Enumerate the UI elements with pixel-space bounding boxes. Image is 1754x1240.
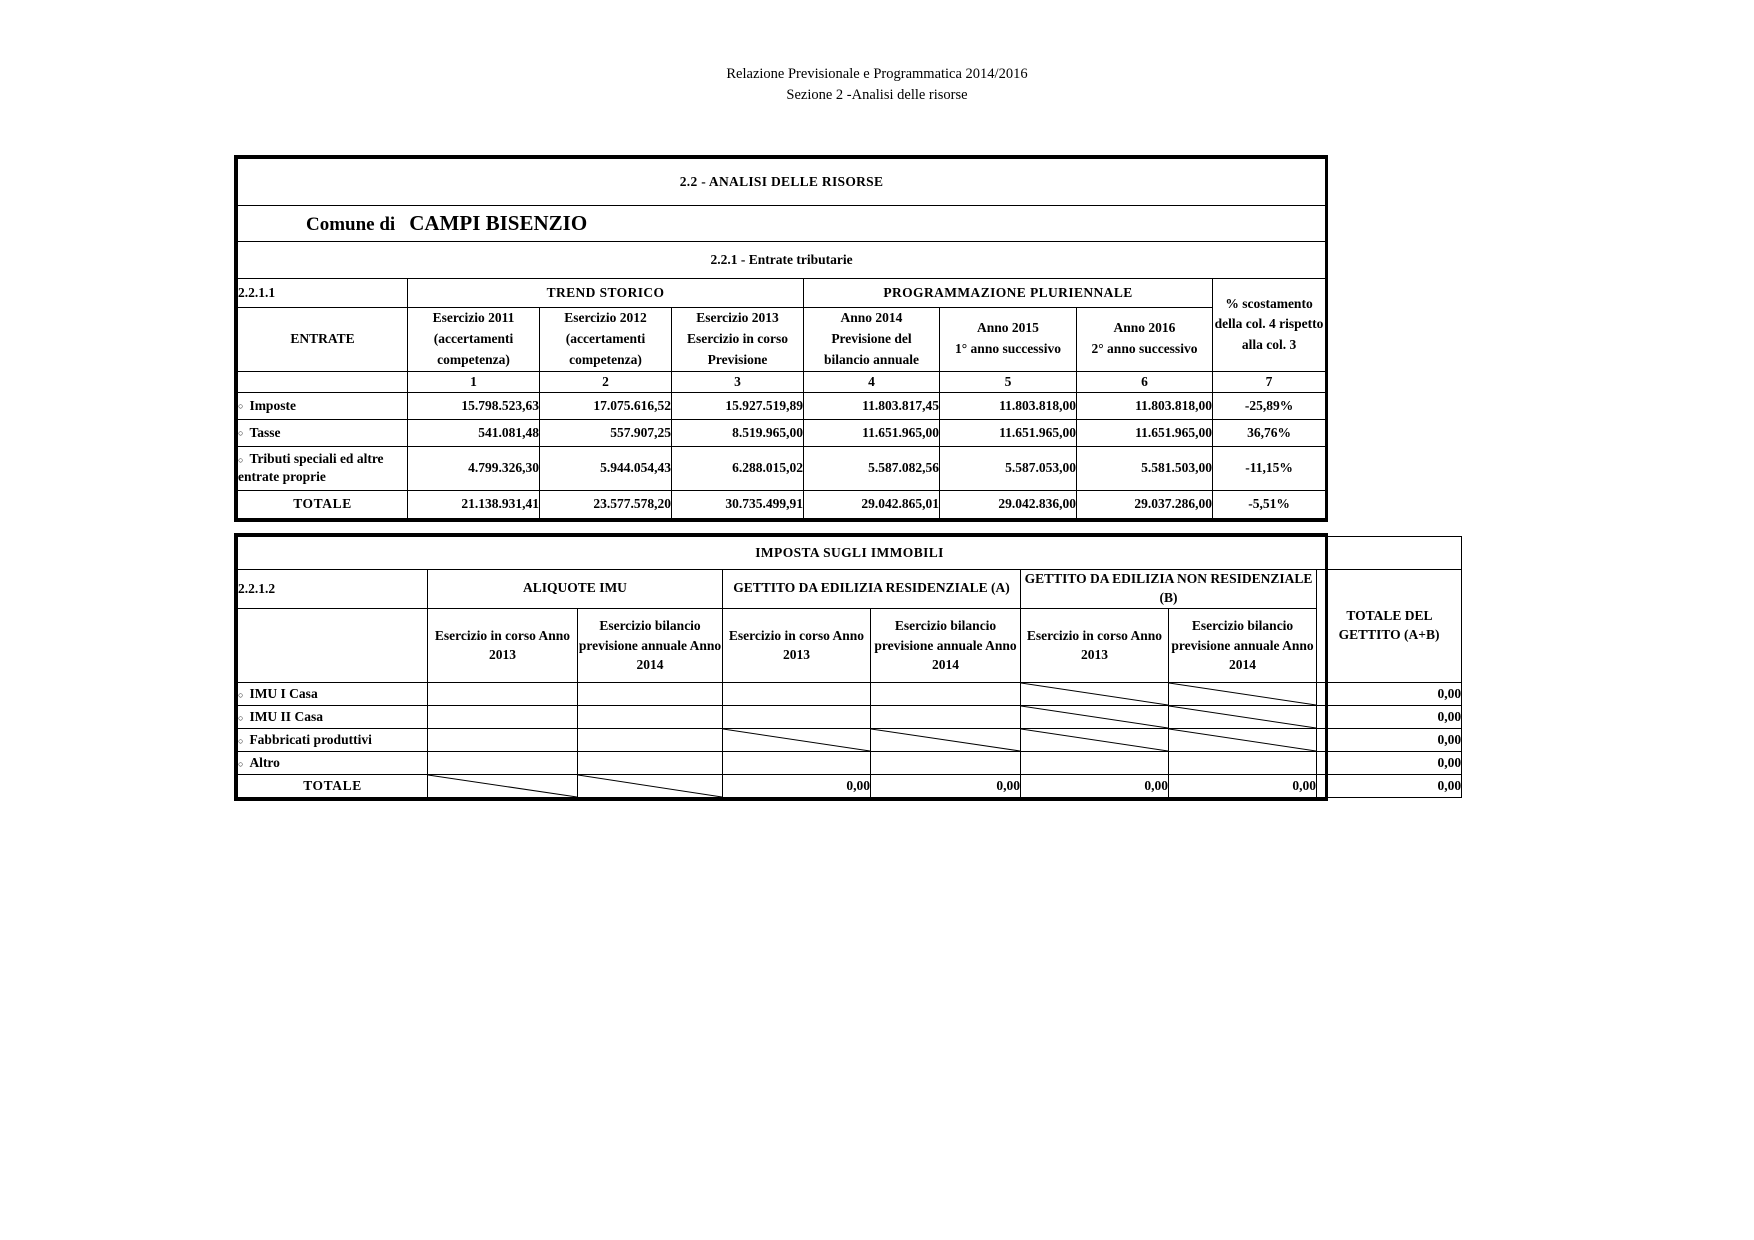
- cell-total-aliquota-2013: [428, 774, 578, 797]
- total-2014: 29.042.865,01: [804, 490, 940, 518]
- total-2015: 29.042.836,00: [940, 490, 1077, 518]
- page-title: 2.2 - ANALISI DELLE RISORSE: [238, 159, 1326, 206]
- cell-altro-nonres-2013: [1021, 751, 1169, 774]
- cell-imposte-2016: 11.803.818,00: [1077, 392, 1213, 419]
- cell-fab-totale: 0,00: [1317, 728, 1462, 751]
- subheader-res-2014: [871, 608, 1021, 682]
- cell-altro-totale: 0,00: [1317, 751, 1462, 774]
- document-header: [0, 64, 1754, 106]
- nonres-line-2: RESIDENZIALE (B): [1159, 571, 1313, 605]
- total-pct: -5,51%: [1213, 490, 1326, 518]
- col4-line-3: bilancio annuale: [824, 351, 919, 367]
- scostamento-line-2: della col. 4 rispetto: [1214, 316, 1324, 332]
- group-header-edilizia-non-residenziale: [1021, 570, 1317, 609]
- comune-value: CAMPI BISENZIO: [409, 211, 588, 235]
- sub2-line-3: Anno 2014: [636, 637, 722, 673]
- cell-imu1-aliquota-2013: [428, 682, 578, 705]
- comune-row: [238, 206, 1326, 242]
- cell-fab-aliquota-2013: [428, 728, 578, 751]
- colnum-4: 4: [804, 371, 940, 392]
- group-header-aliquote-imu: ALIQUOTE IMU: [428, 570, 723, 609]
- group-header-programmazione: PROGRAMMAZIONE PLURIENNALE: [804, 279, 1213, 308]
- cell-fab-res-2014: [871, 728, 1021, 751]
- subheader-aliquote-2013: [428, 608, 578, 682]
- row-label-imposte: ○ Imposte: [238, 398, 296, 413]
- row-label-fabbricati-produttivi: ○ Fabbricati produttivi: [238, 732, 372, 747]
- entrate-tributarie-table: [234, 155, 1328, 522]
- cell-imu2-res-2013: [723, 705, 871, 728]
- col2-line-2: (accertamenti: [565, 330, 646, 346]
- cell-tributi-2014: 5.587.082,56: [804, 446, 940, 490]
- cell-altro-aliquota-2013: [428, 751, 578, 774]
- column-header-anno-2014: [804, 308, 940, 372]
- sub6-line-2: previsione annuale: [1171, 637, 1280, 653]
- sub4-line-2: previsione annuale: [874, 637, 983, 653]
- table-row: [238, 419, 1326, 446]
- row-label-tributi-speciali: ○ Tributi speciali ed altre entrate proprie: [238, 451, 384, 484]
- sub2-line-2: previsione annuale: [578, 637, 687, 653]
- col3-line-3: Previsione: [707, 351, 768, 367]
- cell-tasse-2016: 11.651.965,00: [1077, 419, 1213, 446]
- sub3-line-2: Anno 2013: [783, 627, 865, 663]
- cell-fab-nonres-2013: [1021, 728, 1169, 751]
- cell-total-nonres-2013: 0,00: [1021, 774, 1169, 797]
- col2-line-1: Esercizio 2012: [564, 310, 647, 325]
- column-header-entrate: ENTRATE: [238, 308, 408, 372]
- cell-imu2-res-2014: [871, 705, 1021, 728]
- colnum-5: 5: [940, 371, 1077, 392]
- col6-line-1: Anno 2016: [1113, 320, 1176, 336]
- colnum-7: 7: [1213, 371, 1326, 392]
- sub4-line-3: Anno 2014: [932, 637, 1017, 673]
- table-row: [238, 392, 1326, 419]
- subheader-nonres-2013: [1021, 608, 1169, 682]
- colnum-2: 2: [540, 371, 672, 392]
- tot-gettito-line-2: GETTITO (A+B): [1338, 626, 1440, 642]
- cell-tributi-2013: 6.288.015,02: [672, 446, 804, 490]
- scostamento-line-1: % scostamento: [1225, 295, 1313, 311]
- nonres-line-1: GETTITO DA EDILIZIA NON: [1024, 571, 1207, 586]
- res-line-1: GETTITO DA EDILIZIA: [733, 580, 883, 596]
- col1-line-1: Esercizio 2011: [432, 310, 515, 325]
- cell-imu1-res-2014: [871, 682, 1021, 705]
- sub5-line-2: Anno 2013: [1081, 627, 1163, 663]
- cell-imu2-aliquota-2014: [578, 705, 723, 728]
- row-label-tasse: ○ Tasse: [238, 425, 280, 440]
- table-row: [238, 446, 1326, 490]
- total-label-2: TOTALE: [238, 774, 428, 797]
- cell-tributi-2016: 5.581.503,00: [1077, 446, 1213, 490]
- comune-label: Comune di: [306, 214, 396, 235]
- cell-imu2-nonres-2014: [1169, 705, 1317, 728]
- col4-line-2: Previsione del: [831, 330, 912, 346]
- cell-altro-res-2014: [871, 751, 1021, 774]
- col2-line-3: competenza): [569, 351, 642, 367]
- col6-line-2: 2° anno successivo: [1091, 341, 1198, 357]
- table-row: [238, 751, 1462, 774]
- total-2011: 21.138.931,41: [408, 490, 540, 518]
- cell-imu1-nonres-2014: [1169, 682, 1317, 705]
- cell-imu1-aliquota-2014: [578, 682, 723, 705]
- table-total-row: [238, 774, 1462, 797]
- sub4-line-1: Esercizio bilancio: [894, 617, 997, 633]
- col3-line-2: Esercizio in corso: [687, 330, 788, 346]
- cell-total-nonres-2014: 0,00: [1169, 774, 1317, 797]
- cell-altro-aliquota-2014: [578, 751, 723, 774]
- column-header-scostamento: [1213, 279, 1326, 372]
- sub6-line-1: Esercizio bilancio: [1191, 617, 1294, 633]
- colnum-3: 3: [672, 371, 804, 392]
- cell-imposte-2011: 15.798.523,63: [408, 392, 540, 419]
- column-header-esercizio-2013: [672, 308, 804, 372]
- column-header-esercizio-2011: [408, 308, 540, 372]
- cell-imposte-2014: 11.803.817,45: [804, 392, 940, 419]
- section-code-2: 2.2.1.2: [238, 570, 428, 609]
- cell-total-gettito: 0,00: [1317, 774, 1462, 797]
- total-2013: 30.735.499,91: [672, 490, 804, 518]
- header-line-1: Relazione Previsionale e Programmatica 2014/2016: [726, 66, 1028, 82]
- col1-line-3: competenza): [437, 351, 510, 367]
- sub1-line-1: Esercizio in corso: [434, 627, 536, 643]
- table-total-row: [238, 490, 1326, 518]
- column-header-esercizio-2012: [540, 308, 672, 372]
- cell-imu1-res-2013: [723, 682, 871, 705]
- scostamento-line-3: alla col. 3: [1241, 337, 1297, 353]
- total-2016: 29.037.286,00: [1077, 490, 1213, 518]
- col4-line-1: Anno 2014: [840, 310, 903, 325]
- subheader-res-2013: [723, 608, 871, 682]
- row-label-altro: ○ Altro: [238, 755, 280, 770]
- subheader-blank: [238, 608, 428, 682]
- header-line-2: Sezione 2 -Analisi delle risorse: [786, 87, 968, 104]
- sub1-line-2: Anno 2013: [489, 627, 571, 663]
- cell-tasse-2011: 541.081,48: [408, 419, 540, 446]
- cell-fab-res-2013: [723, 728, 871, 751]
- imposta-immobili-table: [234, 533, 1462, 801]
- cell-tributi-2012: 5.944.054,43: [540, 446, 672, 490]
- section-code: 2.2.1.1: [238, 279, 408, 308]
- subheader-nonres-2014: [1169, 608, 1317, 682]
- cell-imu2-totale: 0,00: [1317, 705, 1462, 728]
- table-row: [238, 705, 1462, 728]
- cell-imu1-totale: 0,00: [1317, 682, 1462, 705]
- cell-tasse-2015: 11.651.965,00: [940, 419, 1077, 446]
- cell-imu1-nonres-2013: [1021, 682, 1169, 705]
- cell-tasse-pct: 36,76%: [1213, 419, 1326, 446]
- column-header-anno-2015: [940, 308, 1077, 372]
- cell-imposte-2013: 15.927.519,89: [672, 392, 804, 419]
- cell-fab-aliquota-2014: [578, 728, 723, 751]
- section-subtitle: 2.2.1 - Entrate tributarie: [238, 242, 1326, 279]
- cell-tasse-2012: 557.907,25: [540, 419, 672, 446]
- cell-imu2-aliquota-2013: [428, 705, 578, 728]
- imposta-immobili-title: IMPOSTA SUGLI IMMOBILI: [238, 537, 1462, 570]
- table-row: [238, 682, 1462, 705]
- column-header-anno-2016: [1077, 308, 1213, 372]
- cell-total-aliquota-2014: [578, 774, 723, 797]
- cell-imposte-pct: -25,89%: [1213, 392, 1326, 419]
- col5-line-1: Anno 2015: [977, 320, 1039, 336]
- cell-tasse-2013: 8.519.965,00: [672, 419, 804, 446]
- cell-tasse-2014: 11.651.965,00: [804, 419, 940, 446]
- column-header-totale-gettito: [1317, 570, 1462, 683]
- cell-tributi-2015: 5.587.053,00: [940, 446, 1077, 490]
- total-2012: 23.577.578,20: [540, 490, 672, 518]
- col1-line-2: (accertamenti: [433, 330, 514, 346]
- cell-tributi-pct: -11,15%: [1213, 446, 1326, 490]
- sub5-line-1: Esercizio in corso: [1026, 627, 1128, 643]
- cell-altro-res-2013: [723, 751, 871, 774]
- cell-imposte-2012: 17.075.616,52: [540, 392, 672, 419]
- cell-tributi-2011: 4.799.326,30: [408, 446, 540, 490]
- col3-line-1: Esercizio 2013: [696, 310, 779, 325]
- colnum-6: 6: [1077, 371, 1213, 392]
- res-line-2: RESIDENZIALE (A): [885, 580, 1010, 596]
- row-label-imu-i-casa: ○ IMU I Casa: [238, 686, 318, 701]
- colnum-blank: [238, 371, 408, 392]
- col5-line-2: 1° anno successivo: [955, 341, 1061, 357]
- total-label: TOTALE: [238, 490, 408, 518]
- cell-fab-nonres-2014: [1169, 728, 1317, 751]
- row-label-imu-ii-casa: ○ IMU II Casa: [238, 709, 323, 724]
- subheader-aliquote-2014: [578, 608, 723, 682]
- cell-altro-nonres-2014: [1169, 751, 1317, 774]
- cell-imu2-nonres-2013: [1021, 705, 1169, 728]
- sub6-line-3: Anno 2014: [1229, 637, 1314, 673]
- group-header-edilizia-residenziale: [723, 570, 1021, 609]
- tot-gettito-line-1: TOTALE DEL: [1346, 608, 1432, 623]
- colnum-1: 1: [408, 371, 540, 392]
- cell-imposte-2015: 11.803.818,00: [940, 392, 1077, 419]
- group-header-trend-storico: TREND STORICO: [408, 279, 804, 308]
- cell-total-res-2014: 0,00: [871, 774, 1021, 797]
- sub2-line-1: Esercizio bilancio: [599, 617, 701, 633]
- table-row: [238, 728, 1462, 751]
- sub3-line-1: Esercizio in corso: [728, 627, 830, 643]
- cell-total-res-2013: 0,00: [723, 774, 871, 797]
